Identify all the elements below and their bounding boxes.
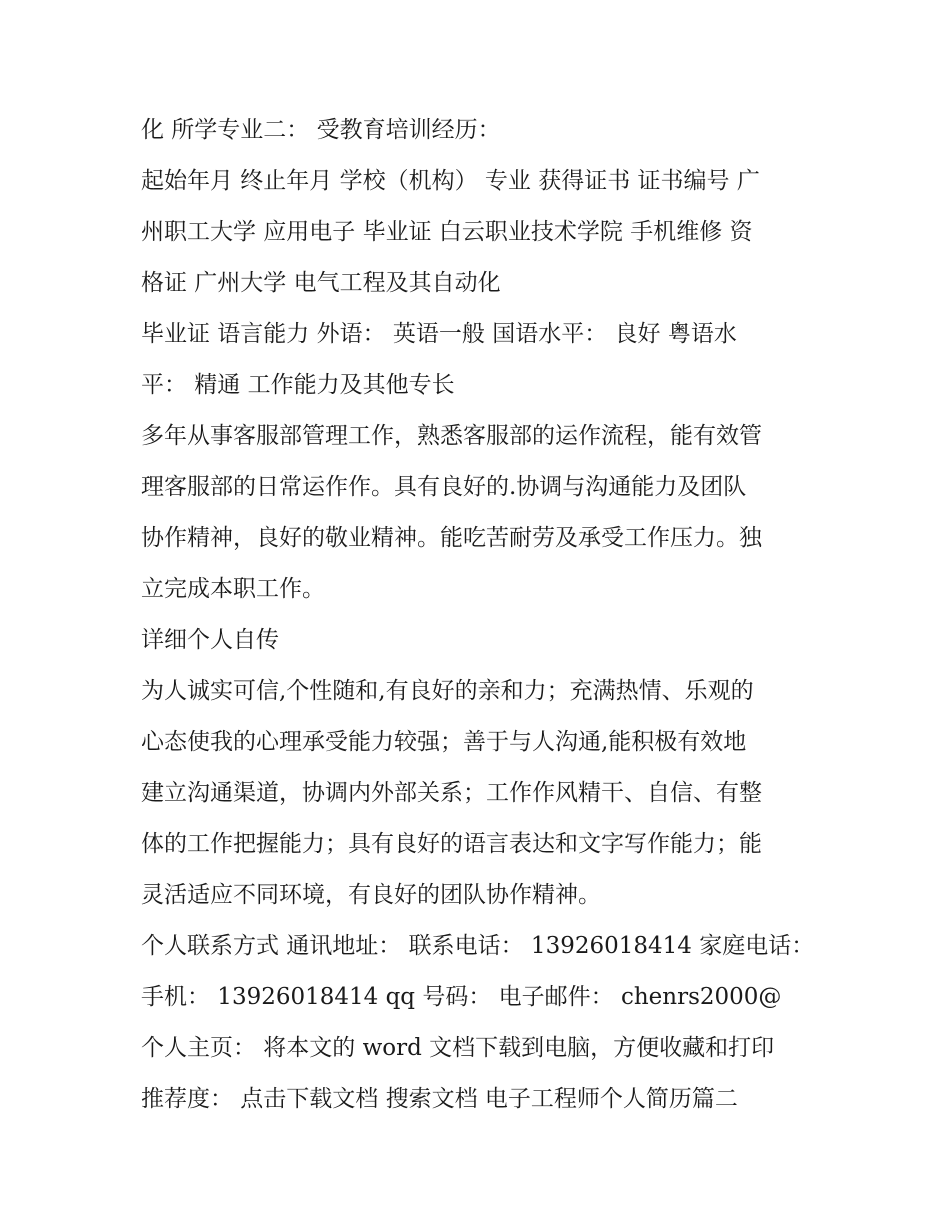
text-line: 理客服部的日常运作作。具有良好的.协调与沟通能力及团队 xyxy=(141,474,747,500)
text-line: 化 所学专业二： 受教育培训经历： xyxy=(141,117,501,143)
text-line: 建立沟通渠道，协调内外部关系；工作作风精干、自信、有整 xyxy=(141,780,762,806)
text-line: 体的工作把握能力；具有良好的语言表达和文字写作能力；能 xyxy=(141,831,762,857)
document-body xyxy=(141,105,821,1125)
text-line: 为人诚实可信,个性随和,有良好的亲和力；充满热情、乐观的 xyxy=(141,678,754,704)
text-line: 州职工大学 应用电子 毕业证 白云职业技术学院 手机维修 资 xyxy=(141,219,753,245)
text-line: 推荐度： 点击下载文档 搜索文档 电子工程师个人简历篇二 xyxy=(141,1086,738,1112)
text-line: 个人联系方式 通讯地址： 联系电话： 13926018414 家庭电话： xyxy=(141,933,815,959)
text-line: 起始年月 终止年月 学校（机构） 专业 获得证书 证书编号 广 xyxy=(141,168,760,194)
text-line: 平： 精通 工作能力及其他专长 xyxy=(141,372,455,398)
text-line: 协作精神，良好的敬业精神。能吃苦耐劳及承受工作压力。独 xyxy=(141,525,762,551)
text-line: 格证 广州大学 电气工程及其自动化 xyxy=(141,270,501,296)
text-line: 个人主页： 将本文的 word 文档下载到电脑，方便收藏和打印 xyxy=(141,1035,775,1061)
text-line: 手机： 13926018414 qq 号码： 电子邮件： chenrs2000@ xyxy=(141,984,782,1010)
section-heading: 详细个人自传 xyxy=(141,627,279,653)
text-line: 毕业证 语言能力 外语： 英语一般 国语水平： 良好 粤语水 xyxy=(141,321,737,347)
text-line: 心态使我的心理承受能力较强；善于与人沟通,能积极有效地 xyxy=(141,729,747,755)
text-line: 灵活适应不同环境，有良好的团队协作精神。 xyxy=(141,882,601,908)
text-line: 多年从事客服部管理工作，熟悉客服部的运作流程，能有效管 xyxy=(141,423,762,449)
text-line: 立完成本职工作。 xyxy=(141,576,325,602)
